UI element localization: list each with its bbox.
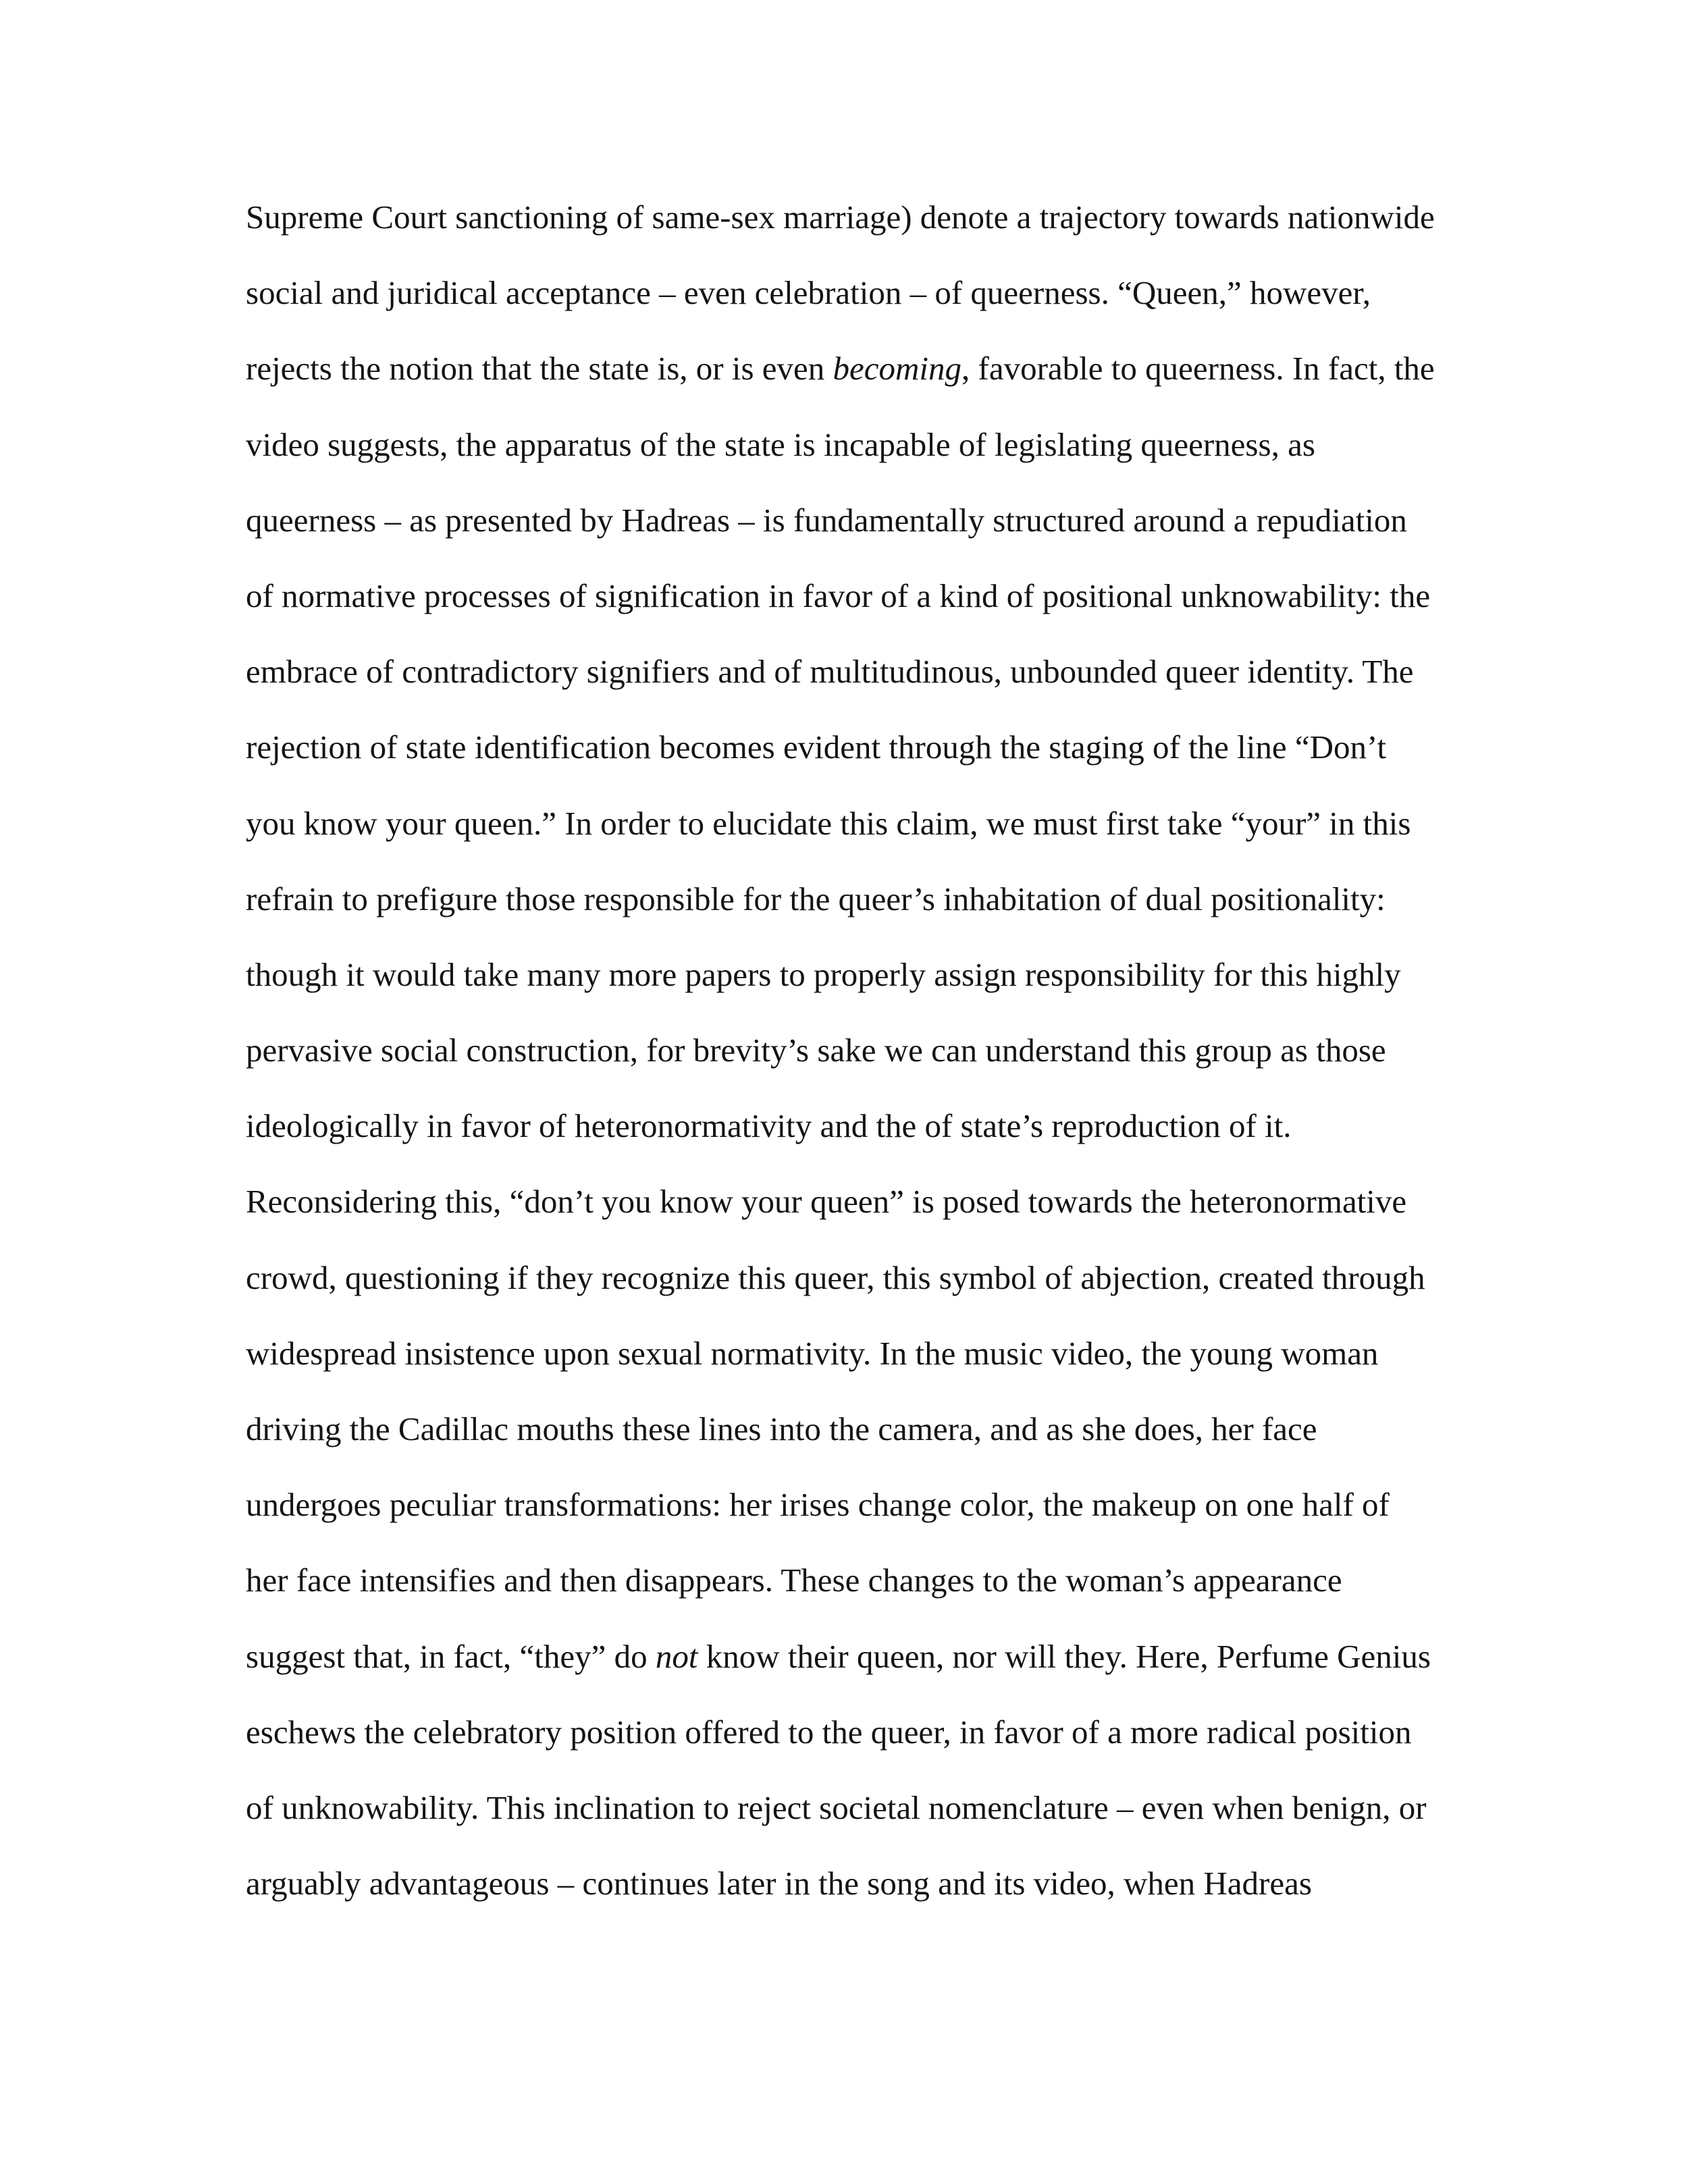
text-line: of normative processes of signification in favor of a kind of positional unknowability: the (246, 577, 1431, 614)
body-paragraph (246, 190, 1461, 1932)
emphasized-word: becoming (833, 350, 962, 388)
text-line: embrace of contradictory signifiers and of multitudinous, unbounded queer identity. The (246, 653, 1414, 691)
text-line (246, 342, 1461, 417)
emphasized-word: not (655, 1637, 698, 1675)
text-line: eschews the celebratory position offered to the queer, in favor of a more radical position (246, 1713, 1412, 1751)
text-segment: rejects the notion that the state is, or is even (246, 350, 833, 388)
text-line: widespread insistence upon sexual normativity. In the music video, the young woman (246, 1334, 1379, 1372)
text-line: Reconsidering this, “don’t you know your queen” is posed towards the heteronormative (246, 1183, 1407, 1221)
text-line: though it would take many more papers to properly assign responsibility for this highly (246, 955, 1401, 993)
text-line: crowd, questioning if they recognize this queer, this symbol of abjection, created through (246, 1258, 1425, 1296)
text-segment: suggest that, in fact, “they” do (246, 1637, 656, 1675)
text-segment: know their queen, nor will they. Here, Perfume Genius (697, 1637, 1431, 1675)
text-line: queerness – as presented by Hadreas – is fundamentally structured around a repudiation (246, 501, 1407, 539)
text-line: driving the Cadillac mouths these lines into the camera, and as she does, her face (246, 1410, 1317, 1447)
text-line: pervasive social construction, for brevity’s sake we can understand this group as those (246, 1032, 1386, 1069)
text-line: social and juridical acceptance – even celebration – of queerness. “Queen,” however, (246, 274, 1371, 312)
text-line: you know your queen.” In order to elucidate this claim, we must first take “your” in this (246, 804, 1411, 842)
text-line: arguably advantageous – continues later in the song and its video, when Hadreas (246, 1865, 1312, 1902)
text-line: refrain to prefigure those responsible for the queer’s inhabitation of dual positionality: (246, 880, 1386, 917)
text-line: undergoes peculiar transformations: her irises change color, the makeup on one half of (246, 1486, 1390, 1524)
text-line: her face intensifies and then disappears. These changes to the woman’s appearance (246, 1562, 1342, 1599)
text-line: Supreme Court sanctioning of same-sex marriage) denote a trajectory towards nationwide (246, 198, 1435, 236)
text-line (246, 1630, 1461, 1705)
text-line: video suggests, the apparatus of the state is incapable of legislating queerness, as (246, 425, 1315, 463)
text-line: rejection of state identification becomes evident through the staging of the line “Don’t (246, 728, 1387, 766)
text-line: ideologically in favor of heteronormativity and the of state’s reproduction of it. (246, 1107, 1292, 1145)
text-segment: , favorable to queerness. In fact, the (961, 350, 1435, 388)
text-line: of unknowability. This inclination to reject societal nomenclature – even when benign, or (246, 1788, 1427, 1826)
